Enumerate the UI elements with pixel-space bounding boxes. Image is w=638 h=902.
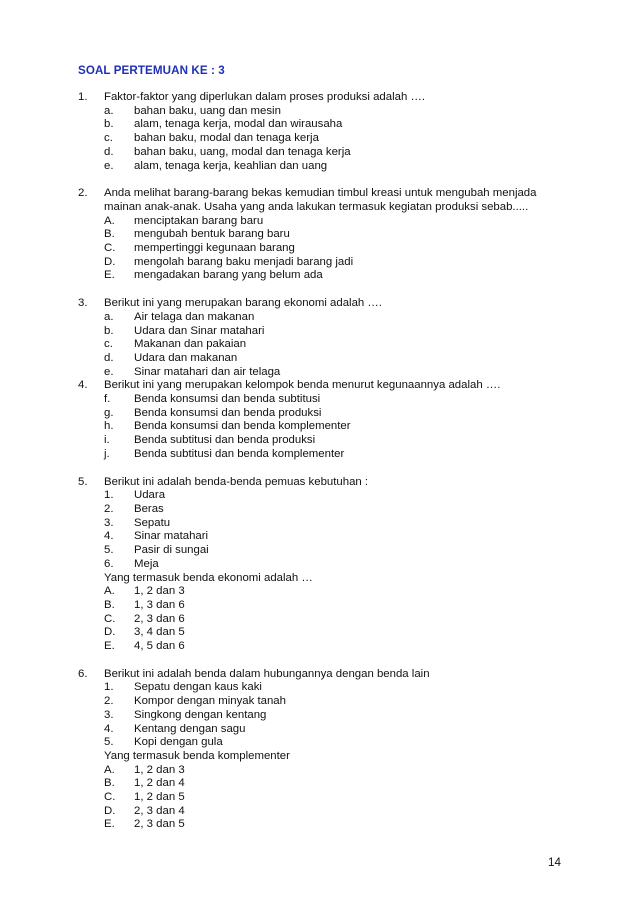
option-label: e. xyxy=(104,365,114,378)
option-label: d. xyxy=(104,145,114,158)
item-label: 2. xyxy=(104,502,114,515)
option-c xyxy=(104,613,578,627)
item-text: Pasir di sungai xyxy=(134,544,209,557)
list-item xyxy=(104,544,578,558)
option-label: b. xyxy=(104,324,114,337)
item-label: 4. xyxy=(104,530,114,543)
option-text: mengadakan barang yang belum ada xyxy=(134,269,323,282)
list-item xyxy=(104,489,578,503)
option-label: g. xyxy=(104,406,114,419)
option-e xyxy=(104,366,578,380)
option-text: mengubah bentuk barang baru xyxy=(134,228,290,241)
option-label: D. xyxy=(104,626,116,639)
question-list xyxy=(78,91,578,832)
option-c xyxy=(104,791,578,805)
option-c xyxy=(104,242,578,256)
option-label: h. xyxy=(104,420,114,433)
list-item xyxy=(104,530,578,544)
option-text: Benda subtitusi dan benda produksi xyxy=(134,434,316,447)
item-text: Kopi dengan gula xyxy=(134,736,223,749)
question-number: 5. xyxy=(78,475,88,488)
item-label: 5. xyxy=(104,544,114,557)
question-number: 6. xyxy=(78,667,88,680)
option-label: j. xyxy=(104,447,110,460)
item-text: Beras xyxy=(134,502,164,515)
option-label: C. xyxy=(104,612,116,625)
item-label: 6. xyxy=(104,557,114,570)
option-text: 2, 3 dan 5 xyxy=(134,818,185,831)
item-text: Singkong dengan kentang xyxy=(134,708,267,721)
question-3 xyxy=(78,297,578,379)
option-d xyxy=(104,146,578,160)
option-text: Benda konsumsi dan benda subtitusi xyxy=(134,393,321,406)
option-text: Air telaga dan makanan xyxy=(134,310,255,323)
option-label: b. xyxy=(104,118,114,131)
item-text: Udara xyxy=(134,489,166,502)
option-e xyxy=(104,640,578,654)
list-item xyxy=(104,558,578,572)
question-number: 1. xyxy=(78,91,88,103)
question-6 xyxy=(78,668,578,832)
option-text: 2, 3 dan 4 xyxy=(134,804,185,817)
question-text: Berikut ini yang merupakan kelompok benda menurut kegunaannya adalah …. xyxy=(104,379,501,392)
option-label: C. xyxy=(104,242,116,255)
option-b xyxy=(104,599,578,613)
page-number: 14 xyxy=(548,856,561,869)
option-text: 1, 2 dan 3 xyxy=(134,585,185,598)
list-item xyxy=(104,681,578,695)
option-text: Udara dan makanan xyxy=(134,351,238,364)
option-f xyxy=(104,393,578,407)
option-a xyxy=(104,105,578,119)
option-c xyxy=(104,338,578,352)
question-text: mainan anak-anak. Usaha yang anda lakukan termasuk kegiatan produksi sebab..... xyxy=(104,200,529,213)
option-label: A. xyxy=(104,763,115,776)
option-h xyxy=(104,420,578,434)
option-label: c. xyxy=(104,132,113,145)
option-text: 1, 3 dan 6 xyxy=(134,598,185,611)
option-c xyxy=(104,132,578,146)
question-5 xyxy=(78,476,578,654)
option-label: f. xyxy=(104,393,111,406)
list-item xyxy=(104,517,578,531)
item-text: Meja xyxy=(134,557,159,570)
item-label: 1. xyxy=(104,489,114,502)
option-text: 1, 2 dan 5 xyxy=(134,791,185,804)
option-text: alam, tenaga kerja, keahlian dan uang xyxy=(134,159,328,172)
option-g xyxy=(104,407,578,421)
option-label: c. xyxy=(104,338,113,351)
option-label: E. xyxy=(104,818,115,831)
option-j xyxy=(104,448,578,462)
option-label: C. xyxy=(104,791,116,804)
option-label: a. xyxy=(104,104,114,117)
option-b xyxy=(104,228,578,242)
option-label: B. xyxy=(104,598,115,611)
option-d xyxy=(104,626,578,640)
option-label: E. xyxy=(104,269,115,282)
option-text: Makanan dan pakaian xyxy=(134,338,247,351)
option-label: E. xyxy=(104,640,115,653)
option-text: 1, 2 dan 3 xyxy=(134,763,185,776)
question-text: Anda melihat barang-barang bekas kemudian timbul kreasi untuk mengubah menjada xyxy=(104,187,537,200)
option-text: Benda konsumsi dan benda komplementer xyxy=(134,420,351,433)
question-text: Berikut ini yang merupakan barang ekonomi adalah …. xyxy=(104,297,382,310)
option-text: bahan baku, modal dan tenaga kerja xyxy=(134,132,319,145)
option-d xyxy=(104,352,578,366)
option-text: mengolah barang baku menjadi barang jadi xyxy=(134,255,354,268)
item-label: 3. xyxy=(104,708,114,721)
option-label: B. xyxy=(104,228,115,241)
list-item xyxy=(104,736,578,750)
item-text: Kompor dengan minyak tanah xyxy=(134,695,286,708)
option-e xyxy=(104,160,578,174)
option-text: alam, tenaga kerja, modal dan wirausaha xyxy=(134,118,343,131)
question-number: 4. xyxy=(78,379,88,392)
option-text: bahan baku, uang dan mesin xyxy=(134,104,281,117)
option-text: 1, 2 dan 4 xyxy=(134,777,185,790)
option-label: e. xyxy=(104,159,114,172)
item-text: Sinar matahari xyxy=(134,530,209,543)
question-1 xyxy=(78,91,578,173)
page-title: SOAL PERTEMUAN KE : 3 xyxy=(78,64,225,77)
option-label: i. xyxy=(104,434,110,447)
option-a xyxy=(104,311,578,325)
list-item xyxy=(104,709,578,723)
item-label: 5. xyxy=(104,736,114,749)
option-text: Benda konsumsi dan benda produksi xyxy=(134,406,322,419)
option-text: mempertinggi kegunaan barang xyxy=(134,242,295,255)
list-item xyxy=(104,695,578,709)
question-2 xyxy=(78,187,578,283)
list-item xyxy=(104,723,578,737)
option-text: 2, 3 dan 6 xyxy=(134,612,185,625)
question-text: Berikut ini adalah benda-benda pemuas kebutuhan : xyxy=(104,475,369,488)
item-label: 1. xyxy=(104,681,114,694)
question-prompt: Yang termasuk benda komplementer xyxy=(104,749,290,762)
option-a xyxy=(104,764,578,778)
option-b xyxy=(104,118,578,132)
option-e xyxy=(104,818,578,832)
option-label: A. xyxy=(104,214,115,227)
item-label: 4. xyxy=(104,722,114,735)
question-prompt: Yang termasuk benda ekonomi adalah … xyxy=(104,571,313,584)
question-number: 3. xyxy=(78,297,88,310)
option-label: B. xyxy=(104,777,115,790)
option-a xyxy=(104,215,578,229)
option-text: bahan baku, uang, modal dan tenaga kerja xyxy=(134,145,351,158)
option-text: Sinar matahari dan air telaga xyxy=(134,365,281,378)
item-text: Kentang dengan sagu xyxy=(134,722,246,735)
question-4 xyxy=(78,379,578,461)
option-i xyxy=(104,434,578,448)
option-label: d. xyxy=(104,351,114,364)
question-text: Berikut ini adalah benda dalam hubungannya dengan benda lain xyxy=(104,667,430,680)
option-text: 3, 4 dan 5 xyxy=(134,626,185,639)
list-item xyxy=(104,503,578,517)
option-a xyxy=(104,585,578,599)
option-d xyxy=(104,256,578,270)
option-b xyxy=(104,325,578,339)
item-text: Sepatu xyxy=(134,516,171,529)
option-label: a. xyxy=(104,310,114,323)
option-text: Benda subtitusi dan benda komplementer xyxy=(134,447,345,460)
option-label: A. xyxy=(104,585,115,598)
option-label: D. xyxy=(104,804,116,817)
question-number: 2. xyxy=(78,187,88,200)
question-text: Faktor-faktor yang diperlukan dalam proses produksi adalah …. xyxy=(104,91,426,103)
option-e xyxy=(104,269,578,283)
option-b xyxy=(104,777,578,791)
item-text: Sepatu dengan kaus kaki xyxy=(134,681,262,694)
option-text: Udara dan Sinar matahari xyxy=(134,324,265,337)
option-text: 4, 5 dan 6 xyxy=(134,640,185,653)
item-label: 3. xyxy=(104,516,114,529)
option-d xyxy=(104,805,578,819)
option-text: menciptakan barang baru xyxy=(134,214,264,227)
item-label: 2. xyxy=(104,695,114,708)
option-label: D. xyxy=(104,255,116,268)
